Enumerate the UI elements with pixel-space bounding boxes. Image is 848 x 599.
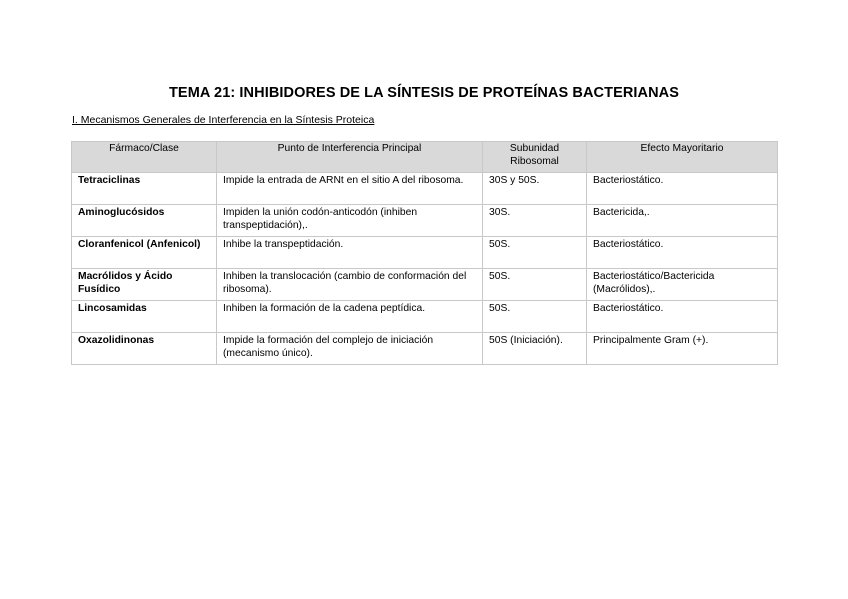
header-effect: Efecto Mayoritario [587, 142, 778, 173]
cell-effect: Bacteriostático/Bactericida (Macrólidos),. [587, 269, 778, 301]
table-row [72, 269, 778, 301]
inhibitors-table [71, 141, 778, 365]
cell-effect: Bacteriostático. [587, 301, 778, 333]
cell-subunit: 50S (Iniciación). [483, 333, 587, 365]
section-heading: I. Mecanismos Generales de Interferencia en la Síntesis Proteica [72, 114, 375, 126]
cell-mechanism: Inhiben la formación de la cadena peptídica. [217, 301, 483, 333]
page-title: TEMA 21: INHIBIDORES DE LA SÍNTESIS DE PROTEÍNAS BACTERIANAS [168, 85, 680, 101]
header-subunit: Subunidad Ribosomal [483, 142, 587, 173]
table-row [72, 333, 778, 365]
cell-effect: Principalmente Gram (+). [587, 333, 778, 365]
cell-drug: Aminoglucósidos [72, 205, 217, 237]
cell-mechanism: Impiden la unión codón-anticodón (inhiben transpeptidación),. [217, 205, 483, 237]
table-row [72, 301, 778, 333]
cell-subunit: 50S. [483, 237, 587, 269]
cell-mechanism: Inhiben la translocación (cambio de conformación del ribosoma). [217, 269, 483, 301]
cell-drug: Cloranfenicol (Anfenicol) [72, 237, 217, 269]
cell-subunit: 30S. [483, 205, 587, 237]
cell-drug: Oxazolidinonas [72, 333, 217, 365]
table-row [72, 205, 778, 237]
cell-subunit: 50S. [483, 301, 587, 333]
header-drug: Fármaco/Clase [72, 142, 217, 173]
cell-drug: Tetraciclinas [72, 173, 217, 205]
cell-subunit: 50S. [483, 269, 587, 301]
cell-effect: Bactericida,. [587, 205, 778, 237]
cell-drug: Lincosamidas [72, 301, 217, 333]
cell-mechanism: Inhibe la transpeptidación. [217, 237, 483, 269]
cell-mechanism: Impide la entrada de ARNt en el sitio A del ribosoma. [217, 173, 483, 205]
table-row [72, 237, 778, 269]
cell-subunit: 30S y 50S. [483, 173, 587, 205]
cell-drug: Macrólidos y Ácido Fusídico [72, 269, 217, 301]
table-row [72, 173, 778, 205]
table-header-row [72, 142, 778, 173]
header-mechanism: Punto de Interferencia Principal [217, 142, 483, 173]
cell-mechanism: Impide la formación del complejo de iniciación (mecanismo único). [217, 333, 483, 365]
cell-effect: Bacteriostático. [587, 237, 778, 269]
cell-effect: Bacteriostático. [587, 173, 778, 205]
